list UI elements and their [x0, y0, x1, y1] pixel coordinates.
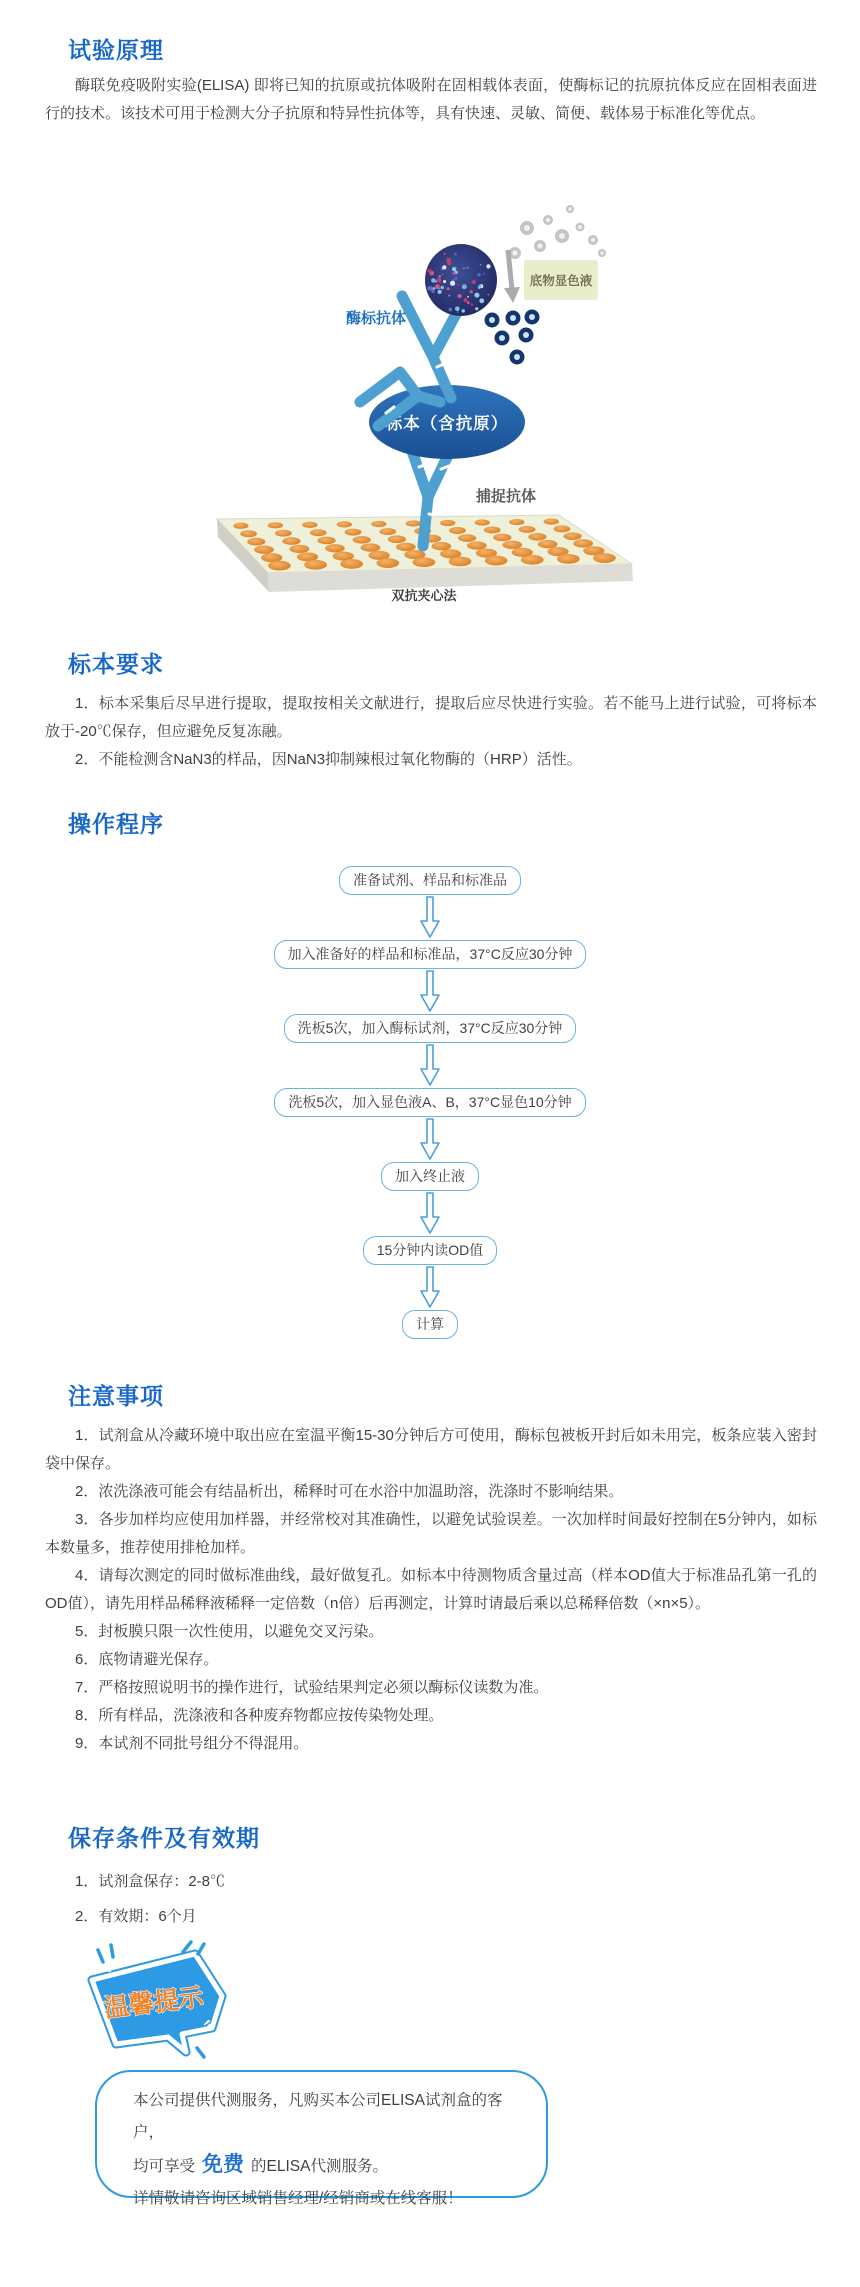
list-item: 2．浓洗涤液可能会有结晶析出，稀释时可在水浴中加温助溶，洗涤时不影响结果。 — [75, 1483, 624, 1500]
section-title-principle: 试验原理 — [68, 37, 164, 63]
badge-text: 温馨提示 — [102, 1983, 206, 2023]
section-title-procedure: 操作程序 — [68, 811, 164, 837]
list-item: 5．封板膜只限一次性使用，以避免交叉污染。 — [75, 1623, 384, 1640]
badge-quote-open: 〝 — [91, 1963, 115, 1989]
notes-list — [45, 1422, 817, 1758]
badge-quote-close: 〞 — [203, 2017, 227, 2043]
procedure-flowchart — [0, 866, 860, 1339]
list-item: 9．本试剂不同批号组分不得混用。 — [75, 1735, 309, 1752]
flow-step: 15分钟内读OD值 — [363, 1236, 498, 1265]
section-title-storage: 保存条件及有效期 — [68, 1825, 260, 1851]
list-item: 3．各步加样均应使用加样器，并经常校对其准确性，以避免试验误差。一次加样时间最好控制在5分钟内，如标本数量多，推荐使用排枪加样。 — [45, 1511, 817, 1556]
principle-paragraph: 酶联免疫吸附实验(ELISA) 即将已知的抗原或抗体吸附在固相载体表面，使酶标记的抗原抗体反应在固相表面进行的技术。该技术可用于检测大分子抗原和特异性抗体等，具有快速、灵敏、简便、载体易于标准化等优点。 — [45, 77, 817, 122]
flow-step: 加入准备好的样品和标准品，37°C反应30分钟 — [274, 940, 587, 969]
down-arrow-icon — [419, 1266, 441, 1309]
substrate-label: 底物显色液 — [529, 274, 593, 288]
warm-tips-badge — [70, 1938, 240, 2066]
service-line-2-suffix: 的ELISA代测服务。 — [251, 2158, 388, 2175]
list-item: 8．所有样品，洗涤液和各种废弃物都应按传染物处理。 — [75, 1707, 444, 1724]
free-highlight: 免费 — [202, 2153, 245, 2176]
flow-step: 准备试剂、样品和标准品 — [339, 866, 521, 895]
down-arrow-icon — [419, 1192, 441, 1235]
list-item: 4．请每次测定的同时做标准曲线，最好做复孔。如标本中待测物质含量过高（样本OD值大于标准品孔第一孔的OD值），请先用样品稀释液稀释一定倍数（n倍）后再测定，计算时请最后乘以总稀释倍数（×n×5）。 — [45, 1567, 817, 1612]
service-line-3: 详情敬请咨询区域销售经理/经销商或在线客服！ — [133, 2190, 463, 2207]
storage-list — [45, 1868, 817, 1938]
flow-step: 洗板5次，加入显色液A、B，37°C显色10分钟 — [274, 1088, 585, 1117]
substrate-label-box — [524, 260, 598, 300]
flow-step: 洗板5次，加入酶标试剂，37°C反应30分钟 — [284, 1014, 577, 1043]
down-arrow-icon — [419, 970, 441, 1013]
down-arrow-icon — [419, 1044, 441, 1087]
list-item: 2．不能检测含NaN3的样品，因NaN3抑制辣根过氧化物酶的（HRP）活性。 — [75, 751, 582, 768]
service-line-2-prefix: 均可享受 — [133, 2158, 196, 2175]
down-arrow-icon — [419, 1118, 441, 1161]
list-item: 2．有效期：6个月 — [75, 1908, 197, 1925]
list-item: 1．标本采集后尽早进行提取，提取按相关文献进行，提取后应尽快进行实验。若不能马上进行试验，可将标本放于-20℃保存，但应避免反复冻融。 — [45, 695, 817, 740]
substrate-particles — [509, 205, 606, 259]
section-title-specimen: 标本要求 — [68, 651, 164, 677]
colored-product-dots — [485, 310, 540, 365]
enzyme-sphere — [425, 244, 497, 316]
specimen-requirements-list — [45, 690, 817, 774]
elisa-sandwich-diagram — [150, 150, 710, 620]
service-line-2 — [133, 2149, 528, 2183]
down-arrow-icon — [419, 896, 441, 939]
enzyme-antibody-label: 酶标抗体 — [346, 310, 407, 327]
section-title-notes: 注意事项 — [68, 1383, 164, 1409]
flow-step: 计算 — [402, 1310, 458, 1339]
specimen-label: 标本（含抗原） — [385, 415, 509, 433]
service-line-1: 本公司提供代测服务，凡购买本公司ELISA试剂盒的客户， — [133, 2092, 503, 2141]
diagram-caption: 双抗夹心法 — [391, 588, 457, 603]
service-info-box — [95, 2070, 548, 2207]
list-item: 1．试剂盒从冷藏环境中取出应在室温平衡15-30分钟后方可使用，酶标包被板开封后如未用完，板条应装入密封袋中保存。 — [45, 1427, 817, 1472]
list-item: 7．严格按照说明书的操作进行，试验结果判定必须以酶标仪读数为准。 — [75, 1679, 549, 1696]
list-item: 1．试剂盒保存：2-8℃ — [75, 1873, 226, 1890]
capture-antibody-label: 捕捉抗体 — [476, 488, 537, 505]
flow-step: 加入终止液 — [381, 1162, 479, 1191]
list-item: 6．底物请避光保存。 — [75, 1651, 219, 1668]
